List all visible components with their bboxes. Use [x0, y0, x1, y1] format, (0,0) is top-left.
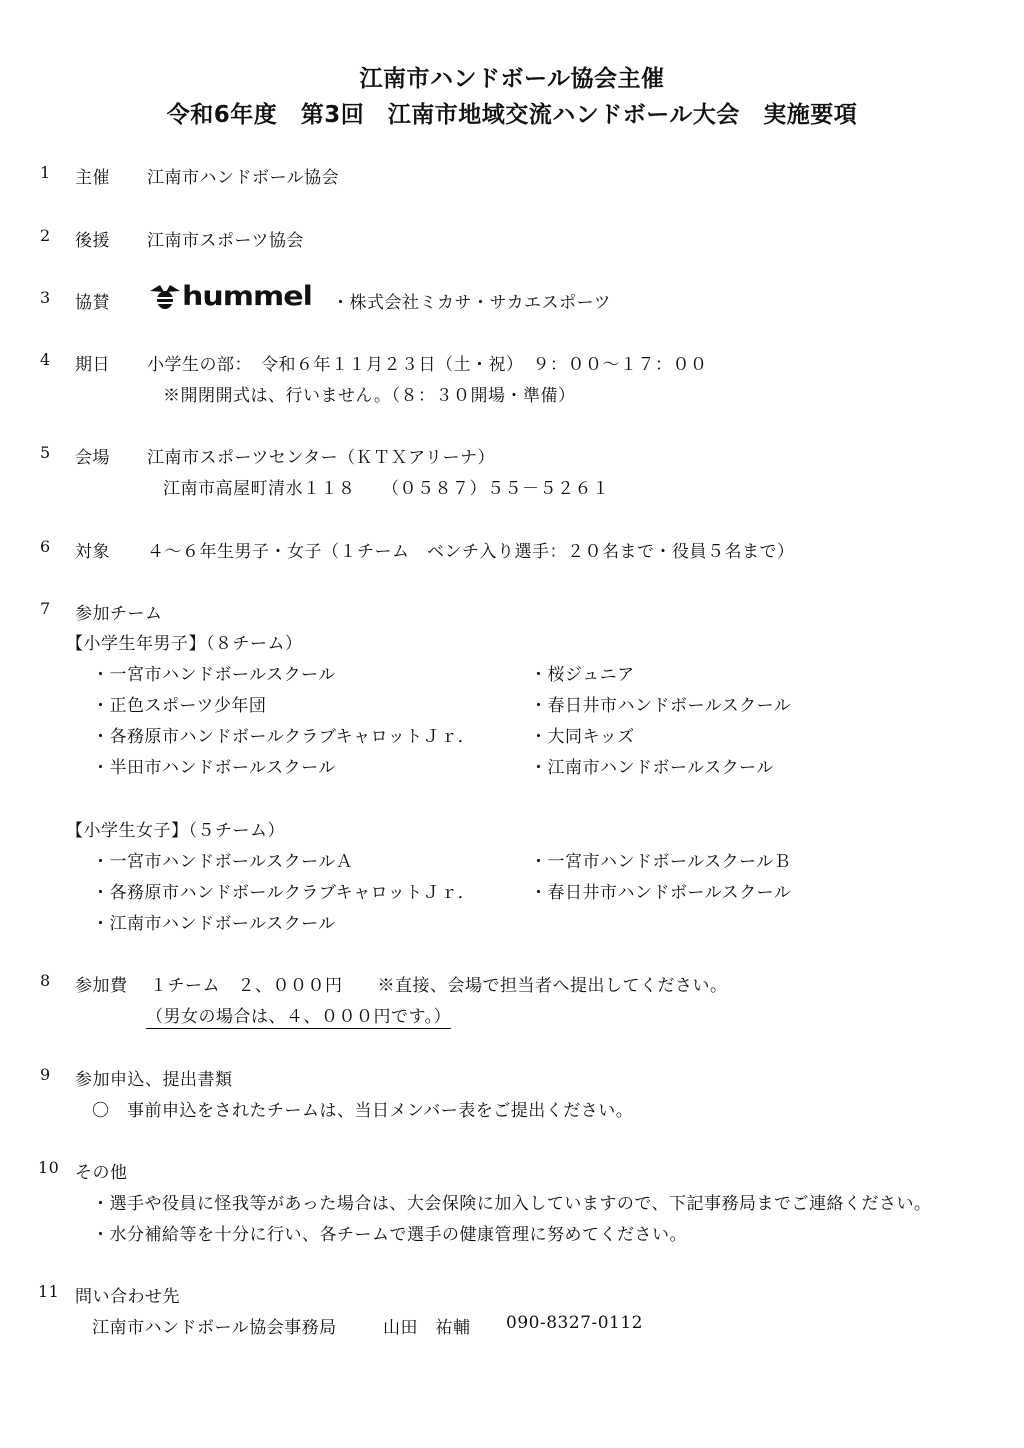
girls-team-left-1: ・一宮市ハンドボールスクールＡ: [92, 852, 354, 872]
section-5-label: 会場: [75, 448, 110, 468]
section-8-line-2: [146, 1002, 451, 1027]
section-1-label: 主催: [75, 168, 110, 188]
section-6-label: 対象: [75, 542, 110, 562]
boys-team-left-1: ・一宮市ハンドボールスクール: [92, 665, 336, 685]
boys-heading: 【小学生年男子】（８チーム）: [66, 634, 303, 654]
section-11-label: 問い合わせ先: [75, 1287, 180, 1307]
section-8-label: 参加費: [75, 976, 128, 996]
section-2-value: 江南市スポーツ協会: [147, 231, 304, 251]
bee-icon: [148, 283, 182, 311]
section-6-number: 6: [40, 537, 51, 556]
girls-team-right-1: ・一宮市ハンドボールスクールＢ: [530, 852, 792, 872]
section-1-number: 1: [40, 163, 51, 182]
section-5-line-2: 江南市高屋町清水１１８ （０５８７）５５－５２６１: [163, 479, 610, 499]
section-4-label: 期日: [75, 355, 110, 375]
boys-team-right-1: ・桜ジュニア: [530, 665, 635, 685]
section-11-number: 11: [38, 1282, 60, 1301]
boys-team-right-3: ・大同キッズ: [530, 727, 635, 747]
girls-team-left-3: ・江南市ハンドボールスクール: [92, 914, 336, 934]
section-3-label: 協賛: [75, 293, 110, 313]
section-3-value: ・株式会社ミカサ・サカエスポーツ: [332, 293, 611, 313]
title-line-1: 江南市ハンドボール協会主催: [359, 66, 665, 92]
section-1-value: 江南市ハンドボール協会: [147, 168, 340, 188]
hummel-logo: [148, 279, 312, 314]
section-5-line-1: 江南市スポーツセンター（ＫＴＸアリーナ）: [147, 448, 495, 468]
boys-team-left-3: ・各務原市ハンドボールクラブキャロットＪｒ．: [92, 727, 476, 747]
section-5-number: 5: [40, 443, 51, 462]
section-2-label: 後援: [75, 231, 110, 251]
section-9-line-1: 〇 事前申込をされたチームは、当日メンバー表をご提出ください。: [92, 1101, 634, 1121]
boys-team-left-2: ・正色スポーツ少年団: [92, 696, 267, 716]
contact-person: 山田 祐輔: [383, 1318, 471, 1338]
girls-team-left-2: ・各務原市ハンドボールクラブキャロットＪｒ．: [92, 883, 476, 903]
section-3-number: 3: [40, 288, 51, 307]
section-9-number: 9: [40, 1065, 51, 1084]
section-4-number: 4: [40, 350, 51, 369]
section-4-line-2: ※開閉開式は、行いません。（８：３０開場・準備）: [163, 386, 576, 406]
section-10-line-1: ・選手や役員に怪我等があった場合は、大会保険に加入していますので、下記事務局までご連絡ください。: [92, 1194, 932, 1214]
contact-phone: 090-8327-0112: [506, 1313, 643, 1333]
girls-heading: 【小学生女子】（５チーム）: [66, 821, 285, 841]
section-7-label: 参加チーム: [75, 604, 163, 624]
boys-team-right-2: ・春日井市ハンドボールスクール: [530, 696, 792, 716]
section-8-number: 8: [40, 971, 51, 990]
section-10-label: その他: [75, 1163, 128, 1183]
section-6-value: ４～６年生男子・女子（１チーム ベンチ入り選手：２０名まで・役員５名まで）: [147, 542, 795, 562]
title-line-2: 令和6年度 第3回 江南市地域交流ハンドボール大会 実施要項: [166, 102, 858, 128]
section-10-line-2: ・水分補給等を十分に行い、各チームで選手の健康管理に努めてください。: [92, 1225, 687, 1245]
boys-team-left-4: ・半田市ハンドボールスクール: [92, 758, 336, 778]
fee-note-underlined: （男女の場合は、４、０００円です。）: [146, 1007, 452, 1027]
girls-team-right-2: ・春日井市ハンドボールスクール: [530, 883, 792, 903]
boys-team-right-4: ・江南市ハンドボールスクール: [530, 758, 774, 778]
section-8-line-1: １チーム ２、０００円 ※直接、会場で担当者へ提出してください。: [150, 976, 728, 996]
section-4-line-1: 小学生の部： 令和６年１１月２３日（土・祝） ９：００～１７：００: [147, 355, 708, 375]
contact-organization: 江南市ハンドボール協会事務局: [92, 1318, 337, 1338]
section-10-number: 10: [38, 1158, 60, 1177]
section-9-label: 参加申込、提出書類: [75, 1070, 233, 1090]
section-7-number: 7: [40, 599, 51, 618]
hummel-logo-text: hummel: [182, 280, 312, 313]
section-2-number: 2: [40, 226, 51, 245]
